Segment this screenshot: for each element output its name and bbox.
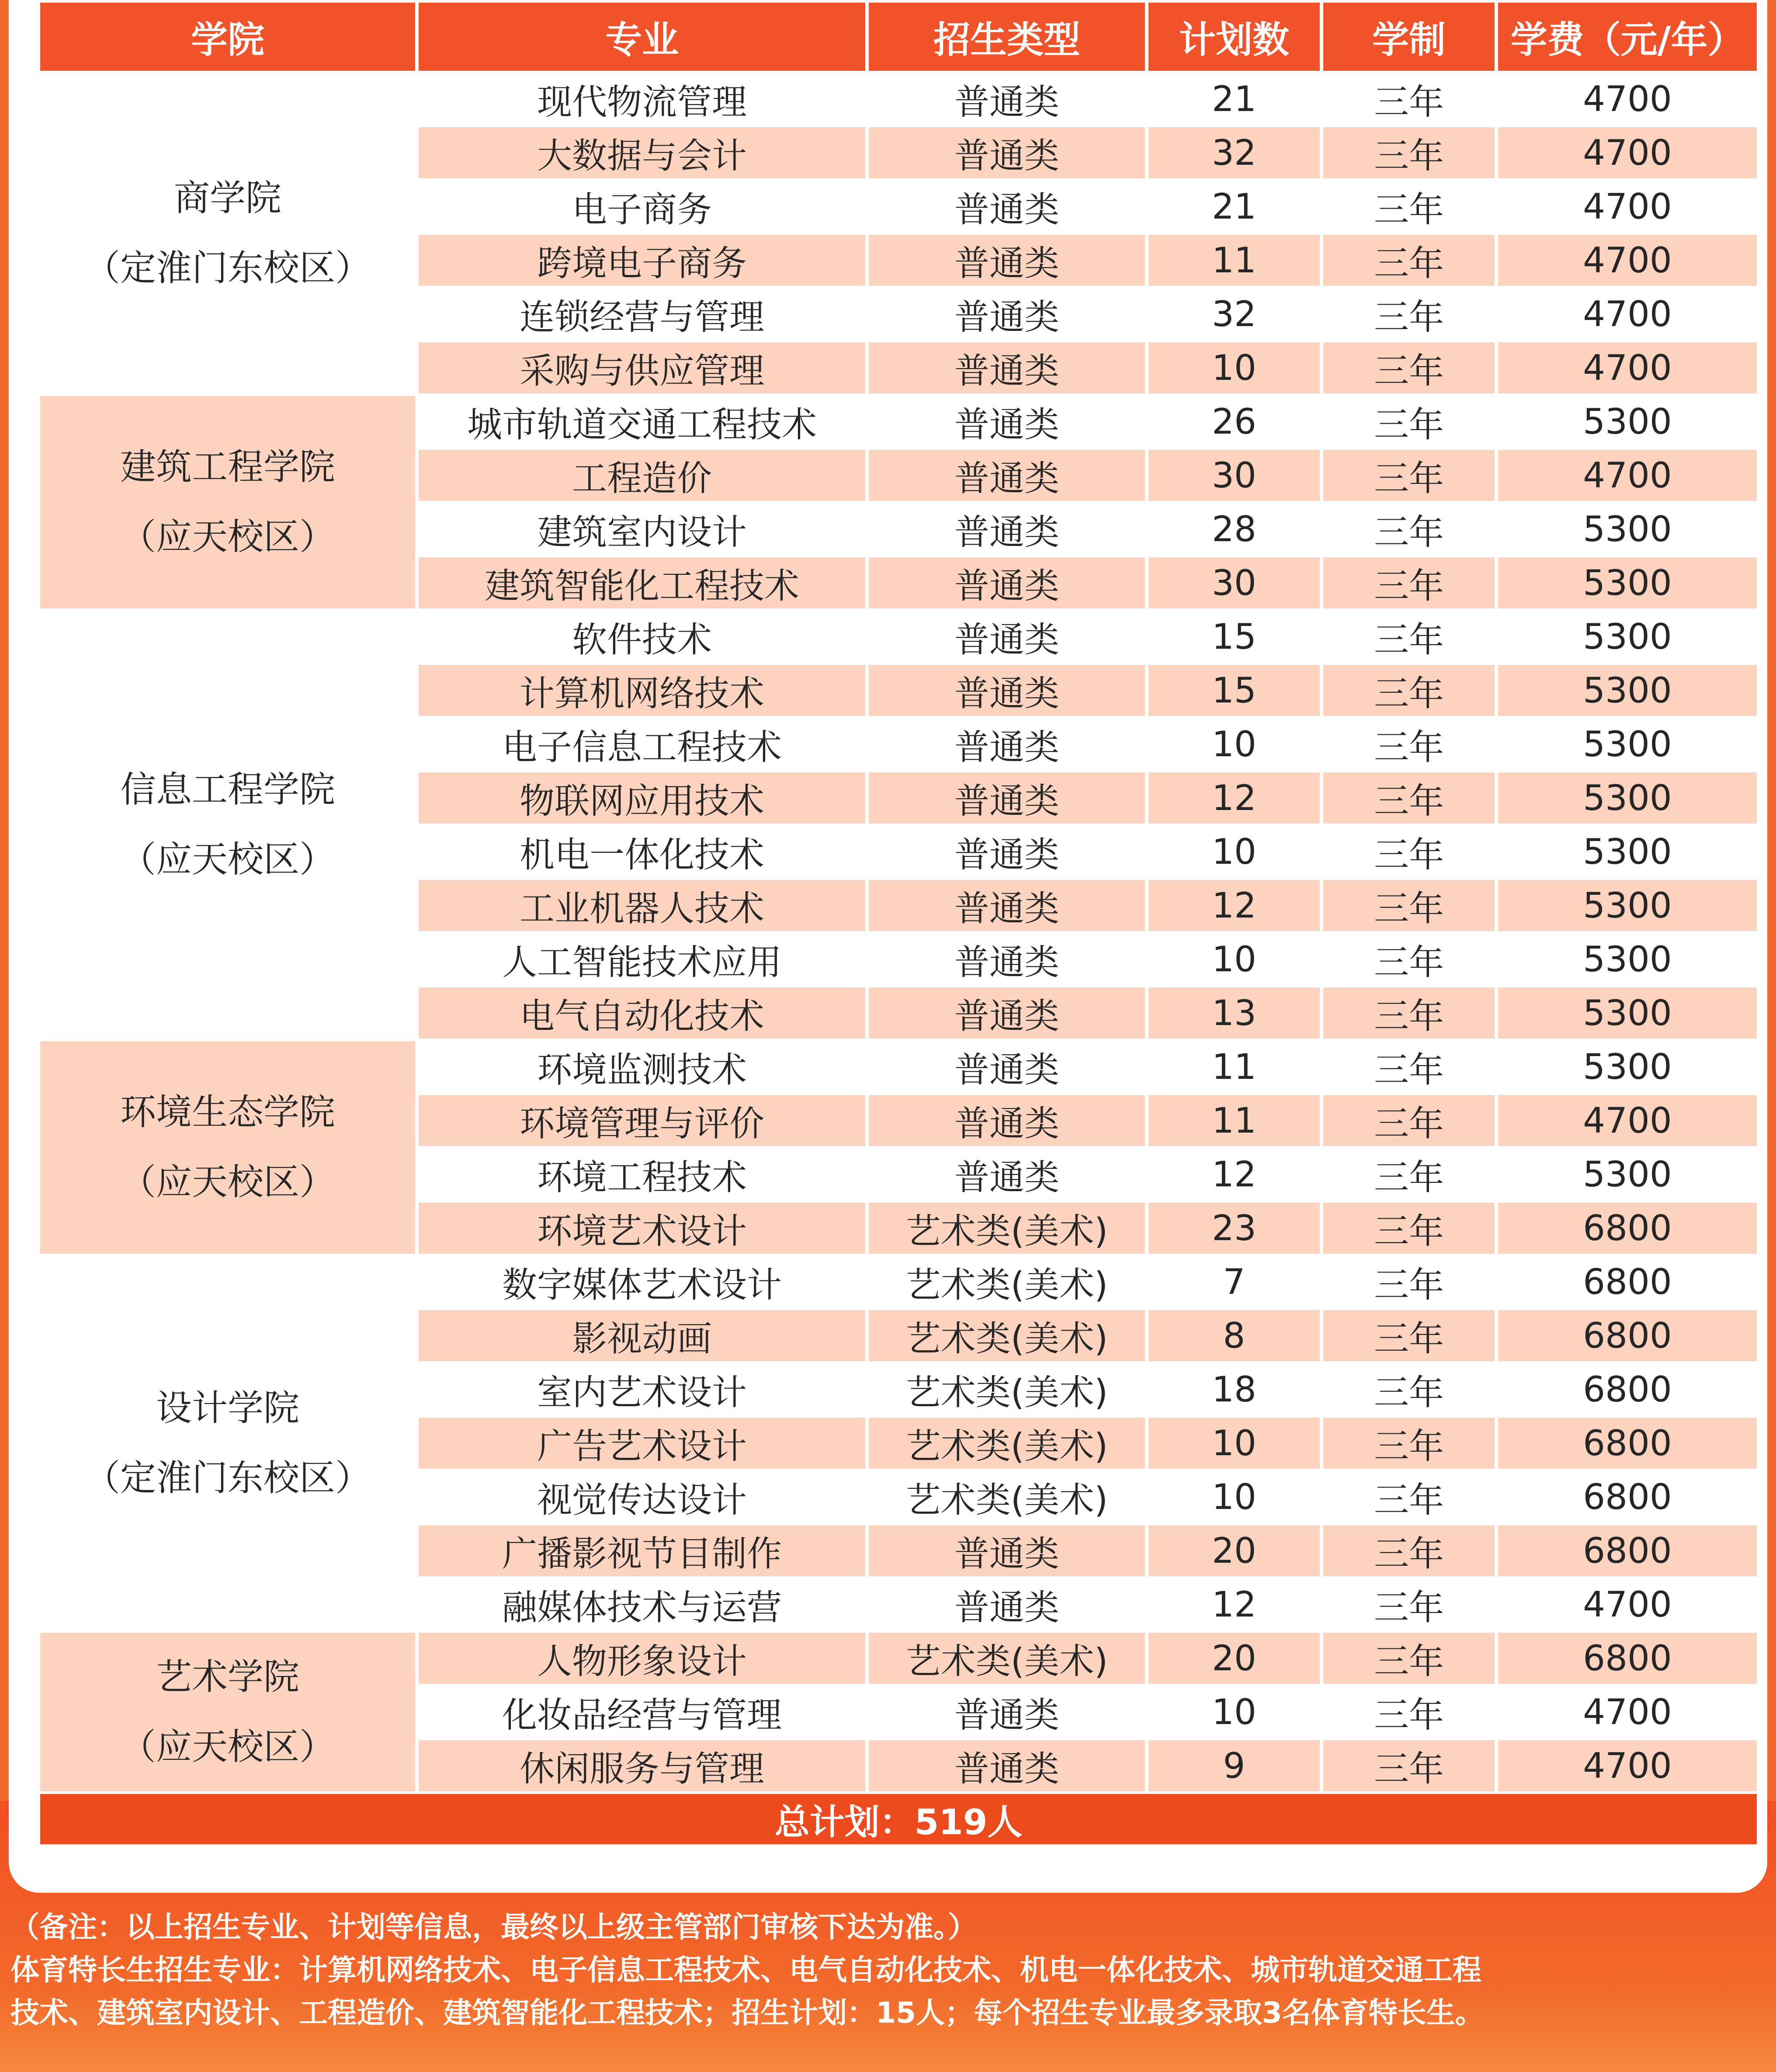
duration-cell: 三年 — [1323, 1364, 1495, 1415]
major-cell: 环境艺术设计 — [419, 1203, 865, 1254]
major-cell: 电子信息工程技术 — [419, 719, 865, 770]
tuition-cell: 5300 — [1498, 611, 1757, 662]
plan-count-cell: 12 — [1148, 880, 1320, 931]
enrollment-type-cell: 普通类 — [869, 73, 1145, 125]
enrollment-type-cell: 艺术类(美术) — [869, 1364, 1145, 1415]
plan-count-cell: 12 — [1148, 772, 1320, 824]
major-cell: 环境工程技术 — [419, 1149, 865, 1200]
major-cell: 建筑智能化工程技术 — [419, 557, 865, 608]
college-name: 设计学院 — [156, 1387, 299, 1429]
plan-count-cell: 12 — [1148, 1579, 1320, 1630]
major-cell: 室内艺术设计 — [419, 1364, 865, 1415]
duration-cell: 三年 — [1323, 396, 1495, 447]
major-cell: 工程造价 — [419, 450, 865, 501]
enrollment-type-cell: 普通类 — [869, 342, 1145, 393]
duration-cell: 三年 — [1323, 235, 1495, 286]
major-cell: 环境监测技术 — [419, 1041, 865, 1092]
table-row — [40, 396, 1757, 447]
plan-count-cell: 10 — [1148, 826, 1320, 877]
college-name: 建筑工程学院 — [120, 446, 335, 488]
major-cell: 环境管理与评价 — [419, 1095, 865, 1146]
enrollment-type-cell: 普通类 — [869, 557, 1145, 608]
enrollment-type-cell: 普通类 — [869, 1149, 1145, 1200]
college-name: 环境生态学院 — [120, 1092, 335, 1133]
enrollment-type-cell: 艺术类(美术) — [869, 1310, 1145, 1361]
duration-cell: 三年 — [1323, 1471, 1495, 1523]
enrollment-type-cell: 艺术类(美术) — [869, 1256, 1145, 1307]
major-cell: 跨境电子商务 — [419, 235, 865, 286]
enrollment-type-cell: 艺术类(美术) — [869, 1203, 1145, 1254]
table-panel — [9, 0, 1767, 1893]
table-row — [40, 1633, 1757, 1684]
college-cell — [40, 396, 415, 608]
college-cell — [40, 73, 415, 393]
tuition-cell: 4700 — [1498, 73, 1757, 125]
enrollment-type-cell: 普通类 — [869, 934, 1145, 985]
plan-count-cell: 30 — [1148, 557, 1320, 608]
tuition-cell: 5300 — [1498, 934, 1757, 985]
duration-cell: 三年 — [1323, 342, 1495, 393]
plan-count-cell: 28 — [1148, 504, 1320, 555]
duration-cell: 三年 — [1323, 1633, 1495, 1684]
tuition-cell: 4700 — [1498, 450, 1757, 501]
enrollment-type-cell: 普通类 — [869, 396, 1145, 447]
enrollment-type-cell: 普通类 — [869, 772, 1145, 824]
enrollment-type-cell: 普通类 — [869, 450, 1145, 501]
enrollment-type-cell: 普通类 — [869, 1686, 1145, 1738]
duration-cell: 三年 — [1323, 1095, 1495, 1146]
tuition-cell: 5300 — [1498, 880, 1757, 931]
major-cell: 人物形象设计 — [419, 1633, 865, 1684]
duration-cell: 三年 — [1323, 826, 1495, 877]
tuition-cell: 6800 — [1498, 1633, 1757, 1684]
note-sports-line-1: 体育特长生招生专业：计算机网络技术、电子信息工程技术、电气自动化技术、机电一体化技术、城市轨道交通工程 — [10, 1953, 1481, 1987]
table-body — [40, 73, 1757, 1791]
duration-cell: 三年 — [1323, 1203, 1495, 1254]
enrollment-type-cell: 普通类 — [869, 719, 1145, 770]
college-name: 信息工程学院 — [120, 769, 335, 810]
duration-cell: 三年 — [1323, 665, 1495, 716]
major-cell: 电气自动化技术 — [419, 987, 865, 1039]
college-cell — [40, 1041, 415, 1254]
note-disclaimer: （备注：以上招生专业、计划等信息，最终以上级主管部门审核下达为准。） — [10, 1910, 977, 1944]
duration-cell: 三年 — [1323, 934, 1495, 985]
enrollment-type-cell: 普通类 — [869, 1095, 1145, 1146]
enrollment-type-cell: 普通类 — [869, 880, 1145, 931]
plan-count-cell: 7 — [1148, 1256, 1320, 1307]
table-row — [40, 1041, 1757, 1092]
header-duration: 学制 — [1323, 3, 1495, 71]
header-college: 学院 — [40, 3, 415, 71]
duration-cell: 三年 — [1323, 1686, 1495, 1738]
notes-section — [10, 1906, 1763, 2034]
plan-count-cell: 26 — [1148, 396, 1320, 447]
tuition-cell: 6800 — [1498, 1203, 1757, 1254]
enrollment-type-cell: 普通类 — [869, 1041, 1145, 1092]
major-cell: 物联网应用技术 — [419, 772, 865, 824]
tuition-cell: 6800 — [1498, 1418, 1757, 1469]
college-cell — [40, 611, 415, 1039]
tuition-cell: 6800 — [1498, 1256, 1757, 1307]
table-row — [40, 73, 1757, 125]
plan-count-cell: 15 — [1148, 665, 1320, 716]
major-cell: 机电一体化技术 — [419, 826, 865, 877]
plan-count-cell: 23 — [1148, 1203, 1320, 1254]
duration-cell: 三年 — [1323, 1579, 1495, 1630]
enrollment-type-cell: 普通类 — [869, 127, 1145, 178]
plan-count-cell: 10 — [1148, 342, 1320, 393]
college-name: 艺术学院 — [156, 1656, 299, 1698]
plan-count-cell: 11 — [1148, 1041, 1320, 1092]
major-cell: 视觉传达设计 — [419, 1471, 865, 1523]
duration-cell: 三年 — [1323, 1041, 1495, 1092]
major-cell: 影视动画 — [419, 1310, 865, 1361]
enrollment-type-cell: 普通类 — [869, 1525, 1145, 1576]
plan-count-cell: 11 — [1148, 1095, 1320, 1146]
tuition-cell: 4700 — [1498, 289, 1757, 340]
header-enrollment-type: 招生类型 — [869, 3, 1145, 71]
plan-count-cell: 13 — [1148, 987, 1320, 1039]
enrollment-type-cell: 艺术类(美术) — [869, 1471, 1145, 1523]
enrollment-type-cell: 普通类 — [869, 235, 1145, 286]
college-campus: （应天校区） — [120, 1161, 335, 1203]
duration-cell: 三年 — [1323, 73, 1495, 125]
college-cell — [40, 1633, 415, 1791]
tuition-cell: 5300 — [1498, 826, 1757, 877]
tuition-cell: 4700 — [1498, 127, 1757, 178]
header-plan-count: 计划数 — [1148, 3, 1320, 71]
header-major: 专业 — [419, 3, 865, 71]
plan-count-cell: 20 — [1148, 1525, 1320, 1576]
major-cell: 休闲服务与管理 — [419, 1740, 865, 1791]
plan-count-cell: 9 — [1148, 1740, 1320, 1791]
duration-cell: 三年 — [1323, 127, 1495, 178]
duration-cell: 三年 — [1323, 1149, 1495, 1200]
duration-cell: 三年 — [1323, 450, 1495, 501]
enrollment-type-cell: 普通类 — [869, 987, 1145, 1039]
enrollment-plan-table — [37, 0, 1760, 1847]
tuition-cell: 4700 — [1498, 181, 1757, 232]
major-cell: 融媒体技术与运营 — [419, 1579, 865, 1630]
enrollment-type-cell: 普通类 — [869, 611, 1145, 662]
duration-cell: 三年 — [1323, 504, 1495, 555]
major-cell: 广播影视节目制作 — [419, 1525, 865, 1576]
plan-count-cell: 12 — [1148, 1149, 1320, 1200]
major-cell: 城市轨道交通工程技术 — [419, 396, 865, 447]
major-cell: 计算机网络技术 — [419, 665, 865, 716]
plan-count-cell: 10 — [1148, 719, 1320, 770]
enrollment-type-cell: 普通类 — [869, 1740, 1145, 1791]
major-cell: 连锁经营与管理 — [419, 289, 865, 340]
duration-cell: 三年 — [1323, 987, 1495, 1039]
duration-cell: 三年 — [1323, 880, 1495, 931]
tuition-cell: 4700 — [1498, 1740, 1757, 1791]
major-cell: 人工智能技术应用 — [419, 934, 865, 985]
tuition-cell: 5300 — [1498, 1149, 1757, 1200]
enrollment-type-cell: 普通类 — [869, 665, 1145, 716]
table-row — [40, 1256, 1757, 1307]
major-cell: 建筑室内设计 — [419, 504, 865, 555]
major-cell: 大数据与会计 — [419, 127, 865, 178]
enrollment-type-cell: 艺术类(美术) — [869, 1418, 1145, 1469]
total-plan: 总计划：519人 — [40, 1794, 1757, 1844]
major-cell: 工业机器人技术 — [419, 880, 865, 931]
enrollment-type-cell: 艺术类(美术) — [869, 1633, 1145, 1684]
plan-count-cell: 15 — [1148, 611, 1320, 662]
duration-cell: 三年 — [1323, 719, 1495, 770]
tuition-cell: 5300 — [1498, 719, 1757, 770]
college-campus: （应天校区） — [120, 1726, 335, 1768]
duration-cell: 三年 — [1323, 557, 1495, 608]
table-header-row — [40, 3, 1757, 71]
plan-count-cell: 8 — [1148, 1310, 1320, 1361]
major-cell: 数字媒体艺术设计 — [419, 1256, 865, 1307]
duration-cell: 三年 — [1323, 289, 1495, 340]
total-row — [40, 1794, 1757, 1844]
duration-cell: 三年 — [1323, 611, 1495, 662]
major-cell: 化妆品经营与管理 — [419, 1686, 865, 1738]
major-cell: 软件技术 — [419, 611, 865, 662]
major-cell: 现代物流管理 — [419, 73, 865, 125]
tuition-cell: 5300 — [1498, 772, 1757, 824]
tuition-cell: 6800 — [1498, 1525, 1757, 1576]
tuition-cell: 5300 — [1498, 557, 1757, 608]
tuition-cell: 5300 — [1498, 665, 1757, 716]
tuition-cell: 4700 — [1498, 342, 1757, 393]
college-campus: （应天校区） — [120, 839, 335, 880]
tuition-cell: 5300 — [1498, 987, 1757, 1039]
major-cell: 广告艺术设计 — [419, 1418, 865, 1469]
major-cell: 采购与供应管理 — [419, 342, 865, 393]
plan-count-cell: 10 — [1148, 1686, 1320, 1738]
duration-cell: 三年 — [1323, 1525, 1495, 1576]
tuition-cell: 4700 — [1498, 235, 1757, 286]
enrollment-type-cell: 普通类 — [869, 826, 1145, 877]
tuition-cell: 6800 — [1498, 1364, 1757, 1415]
enrollment-type-cell: 普通类 — [869, 289, 1145, 340]
tuition-cell: 5300 — [1498, 504, 1757, 555]
plan-count-cell: 10 — [1148, 934, 1320, 985]
duration-cell: 三年 — [1323, 1256, 1495, 1307]
duration-cell: 三年 — [1323, 181, 1495, 232]
tuition-cell: 6800 — [1498, 1471, 1757, 1523]
tuition-cell: 5300 — [1498, 1041, 1757, 1092]
plan-count-cell: 11 — [1148, 235, 1320, 286]
plan-count-cell: 10 — [1148, 1418, 1320, 1469]
plan-count-cell: 10 — [1148, 1471, 1320, 1523]
enrollment-type-cell: 普通类 — [869, 504, 1145, 555]
enrollment-type-cell: 普通类 — [869, 1579, 1145, 1630]
plan-count-cell: 21 — [1148, 181, 1320, 232]
college-name: 商学院 — [173, 177, 281, 219]
header-tuition: 学费（元/年） — [1498, 3, 1757, 71]
enrollment-type-cell: 普通类 — [869, 181, 1145, 232]
college-cell — [40, 1256, 415, 1630]
tuition-cell: 5300 — [1498, 396, 1757, 447]
plan-count-cell: 18 — [1148, 1364, 1320, 1415]
major-cell: 电子商务 — [419, 181, 865, 232]
duration-cell: 三年 — [1323, 1418, 1495, 1469]
college-campus: （应天校区） — [120, 516, 335, 558]
tuition-cell: 6800 — [1498, 1310, 1757, 1361]
tuition-cell: 4700 — [1498, 1686, 1757, 1738]
tuition-cell: 4700 — [1498, 1579, 1757, 1630]
plan-count-cell: 32 — [1148, 289, 1320, 340]
tuition-cell: 4700 — [1498, 1095, 1757, 1146]
plan-count-cell: 30 — [1148, 450, 1320, 501]
plan-count-cell: 20 — [1148, 1633, 1320, 1684]
college-campus: （定淮门东校区） — [84, 1457, 371, 1499]
plan-count-cell: 21 — [1148, 73, 1320, 125]
note-sports-line-2: 技术、建筑室内设计、工程造价、建筑智能化工程技术；招生计划：15人；每个招生专业最多录取3名体育特长生。 — [10, 1996, 1484, 2030]
college-campus: （定淮门东校区） — [84, 247, 371, 289]
plan-count-cell: 32 — [1148, 127, 1320, 178]
table-row — [40, 611, 1757, 662]
duration-cell: 三年 — [1323, 772, 1495, 824]
duration-cell: 三年 — [1323, 1310, 1495, 1361]
duration-cell: 三年 — [1323, 1740, 1495, 1791]
